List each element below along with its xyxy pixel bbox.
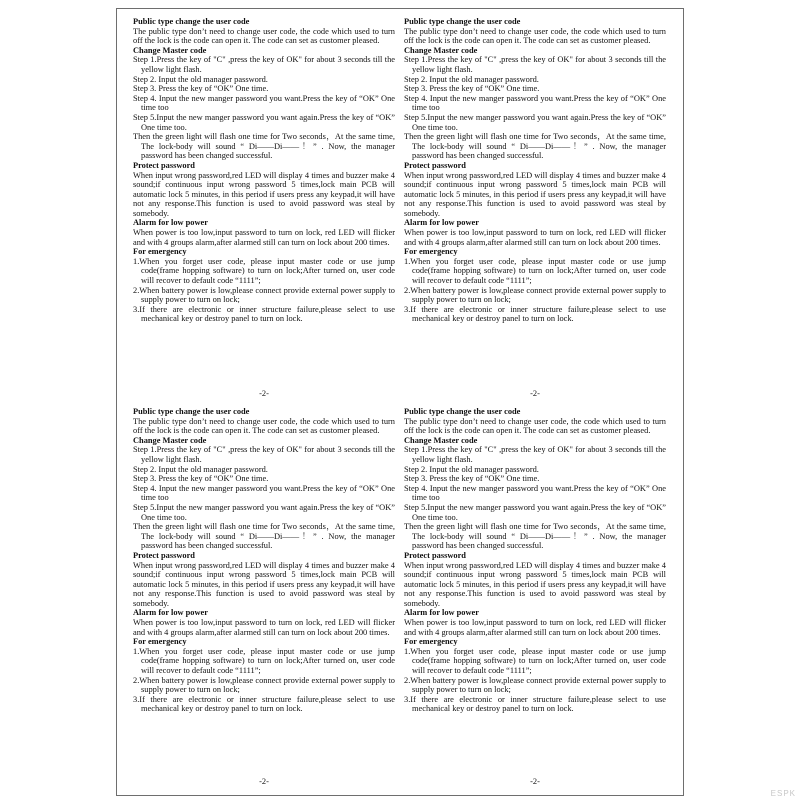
section-title-master: Change Master code [404, 435, 478, 445]
section-title-emergency: For emergency [404, 637, 458, 647]
master-step: Step 2. Input the old manager password. [404, 74, 539, 84]
master-step: Step 2. Input the old manager password. [404, 464, 539, 474]
master-step: Step 5.Input the new manger password you want again.Press the key of “OK” One time too. [404, 502, 666, 522]
master-step: Step 2. Input the old manager password. [133, 74, 268, 84]
section-title-public: Public type change the user code [404, 407, 521, 416]
section-title-public: Public type change the user code [133, 17, 250, 26]
paragraph-alarm: When power is too low,input password to turn on lock, red LED will flicker and with 4 groups alarm,after alarmed still can turn on lock about 200 times. [404, 228, 666, 247]
master-step: Step 1.Press the key of "C" ,press the key of OK" for about 3 seconds till the yellow light flash. [404, 55, 666, 74]
page-quadrant-bottom-right [404, 407, 666, 786]
paragraph-public: The public type don’t need to change user code, the code which used to turn off the lock is the code can open it. The code can set as customer pleased. [404, 416, 666, 436]
emergency-item: 1.When you forget user code, please input master code or use jump code(frame hopping software) to turn on lock;After turned on, user code will recover to default code “1111”; [133, 256, 395, 286]
page-number: -2- [259, 777, 269, 786]
section-title-alarm: Alarm for low power [133, 218, 208, 228]
paragraph-protect: When input wrong password,red LED will display 4 times and buzzer make 4 sound;if continuous input wrong password 5 times,lock main PCB will automatic lock 5 minutes, in this period if users press any keypad,it will have not any response.This function is used to avoid password was steal by somebody. [404, 170, 666, 218]
document-sheet [116, 8, 684, 796]
section-title-master: Change Master code [133, 45, 207, 55]
master-step: Step 1.Press the key of "C" ,press the key of OK" for about 3 seconds till the yellow light flash. [133, 445, 395, 464]
section-title-public: Public type change the user code [133, 407, 250, 416]
emergency-item: 1.When you forget user code, please input master code or use jump code(frame hopping software) to turn on lock;After turned on, user code will recover to default code “1111”; [133, 646, 395, 676]
section-title-alarm: Alarm for low power [404, 218, 479, 228]
master-step: Step 3. Press the key of “OK” One time. [404, 84, 540, 94]
paragraph-protect: When input wrong password,red LED will display 4 times and buzzer make 4 sound;if continuous input wrong password 5 times,lock main PCB will automatic lock 5 minutes, in this period if users press any keypad,it will have not any response.This function is used to avoid password was steal by somebody. [133, 170, 395, 218]
section-title-public: Public type change the user code [404, 17, 521, 26]
master-step: Step 5.Input the new manger password you want again.Press the key of “OK” One time too. [133, 112, 395, 132]
section-title-emergency: For emergency [133, 247, 187, 257]
master-step: Step 3. Press the key of “OK” One time. [404, 474, 540, 484]
emergency-item: 1.When you forget user code, please input master code or use jump code(frame hopping software) to turn on lock;After turned on, user code will recover to default code “1111”; [404, 256, 666, 286]
section-title-protect: Protect password [133, 160, 195, 170]
master-step: Step 4. Input the new manger password you want.Press the key of “OK” One time too [133, 93, 395, 113]
page-number: -2- [259, 389, 269, 398]
emergency-item: 2.When battery power is low,please connect provide external power supply to supply power to turn on lock; [133, 675, 395, 695]
master-step: Step 4. Input the new manger password you want.Press the key of “OK” One time too [404, 93, 666, 113]
paragraph-protect: When input wrong password,red LED will display 4 times and buzzer make 4 sound;if continuous input wrong password 5 times,lock main PCB will automatic lock 5 minutes, in this period if users press any keypad,it will have not any response.This function is used to avoid password was steal by somebody. [404, 560, 666, 608]
page-quadrant-top-left [133, 17, 395, 398]
section-title-alarm: Alarm for low power [404, 608, 479, 618]
master-step: Then the green light will flash one time for Two seconds，At the same time, The lock-body will sound “ Di——Di——！” . Now, the manager password has been changed successful. [404, 522, 666, 551]
paragraph-alarm: When power is too low,input password to turn on lock, red LED will flicker and with 4 groups alarm,after alarmed still can turn on lock about 200 times. [133, 618, 395, 637]
master-step: Step 1.Press the key of "C" ,press the key of OK" for about 3 seconds till the yellow light flash. [404, 445, 666, 464]
emergency-item: 1.When you forget user code, please input master code or use jump code(frame hopping software) to turn on lock;After turned on, user code will recover to default code “1111”; [404, 646, 666, 676]
page-quadrant-bottom-left [133, 407, 395, 786]
section-title-protect: Protect password [133, 550, 195, 560]
master-step: Then the green light will flash one time for Two seconds，At the same time, The lock-body will sound “ Di——Di——！” . Now, the manager password has been changed successful. [133, 132, 395, 161]
master-step: Step 1.Press the key of "C" ,press the key of OK" for about 3 seconds till the yellow light flash. [133, 55, 395, 74]
master-step: Step 4. Input the new manger password you want.Press the key of “OK” One time too [404, 483, 666, 503]
page-number: -2- [530, 777, 540, 786]
emergency-item: 3.If there are electronic or inner structure failure,please select to use mechanical key or destroy panel to turn on lock. [404, 694, 666, 714]
section-title-alarm: Alarm for low power [133, 608, 208, 618]
paragraph-alarm: When power is too low,input password to turn on lock, red LED will flicker and with 4 groups alarm,after alarmed still can turn on lock about 200 times. [404, 618, 666, 637]
emergency-item: 2.When battery power is low,please connect provide external power supply to supply power to turn on lock; [404, 675, 666, 695]
emergency-item: 3.If there are electronic or inner structure failure,please select to use mechanical key or destroy panel to turn on lock. [404, 304, 666, 324]
emergency-item: 3.If there are electronic or inner structure failure,please select to use mechanical key or destroy panel to turn on lock. [133, 304, 395, 324]
emergency-item: 2.When battery power is low,please connect provide external power supply to supply power to turn on lock; [404, 285, 666, 305]
paragraph-public: The public type don’t need to change user code, the code which used to turn off the lock is the code can open it. The code can set as customer pleased. [404, 26, 666, 46]
section-title-master: Change Master code [133, 435, 207, 445]
master-step: Step 2. Input the old manager password. [133, 464, 268, 474]
paragraph-alarm: When power is too low,input password to turn on lock, red LED will flicker and with 4 groups alarm,after alarmed still can turn on lock about 200 times. [133, 228, 395, 247]
emergency-item: 3.If there are electronic or inner structure failure,please select to use mechanical key or destroy panel to turn on lock. [133, 694, 395, 714]
section-title-master: Change Master code [404, 45, 478, 55]
master-step: Step 5.Input the new manger password you want again.Press the key of “OK” One time too. [133, 502, 395, 522]
section-title-protect: Protect password [404, 550, 466, 560]
section-title-emergency: For emergency [404, 247, 458, 257]
section-title-protect: Protect password [404, 160, 466, 170]
master-step: Step 3. Press the key of “OK” One time. [133, 474, 269, 484]
watermark: ESPK [770, 789, 796, 798]
master-step: Step 5.Input the new manger password you want again.Press the key of “OK” One time too. [404, 112, 666, 132]
paragraph-protect: When input wrong password,red LED will display 4 times and buzzer make 4 sound;if continuous input wrong password 5 times,lock main PCB will automatic lock 5 minutes, in this period if users press any keypad,it will have not any response.This function is used to avoid password was steal by somebody. [133, 560, 395, 608]
master-step: Step 4. Input the new manger password you want.Press the key of “OK” One time too [133, 483, 395, 503]
page-quadrant-top-right [404, 17, 666, 398]
master-step: Step 3. Press the key of “OK” One time. [133, 84, 269, 94]
paragraph-public: The public type don’t need to change user code, the code which used to turn off the lock is the code can open it. The code can set as customer pleased. [133, 416, 395, 436]
paragraph-public: The public type don’t need to change user code, the code which used to turn off the lock is the code can open it. The code can set as customer pleased. [133, 26, 395, 46]
emergency-item: 2.When battery power is low,please connect provide external power supply to supply power to turn on lock; [133, 285, 395, 305]
page-number: -2- [530, 389, 540, 398]
master-step: Then the green light will flash one time for Two seconds，At the same time, The lock-body will sound “ Di——Di——！” . Now, the manager password has been changed successful. [133, 522, 395, 551]
master-step: Then the green light will flash one time for Two seconds，At the same time, The lock-body will sound “ Di——Di——！” . Now, the manager password has been changed successful. [404, 132, 666, 161]
section-title-emergency: For emergency [133, 637, 187, 647]
